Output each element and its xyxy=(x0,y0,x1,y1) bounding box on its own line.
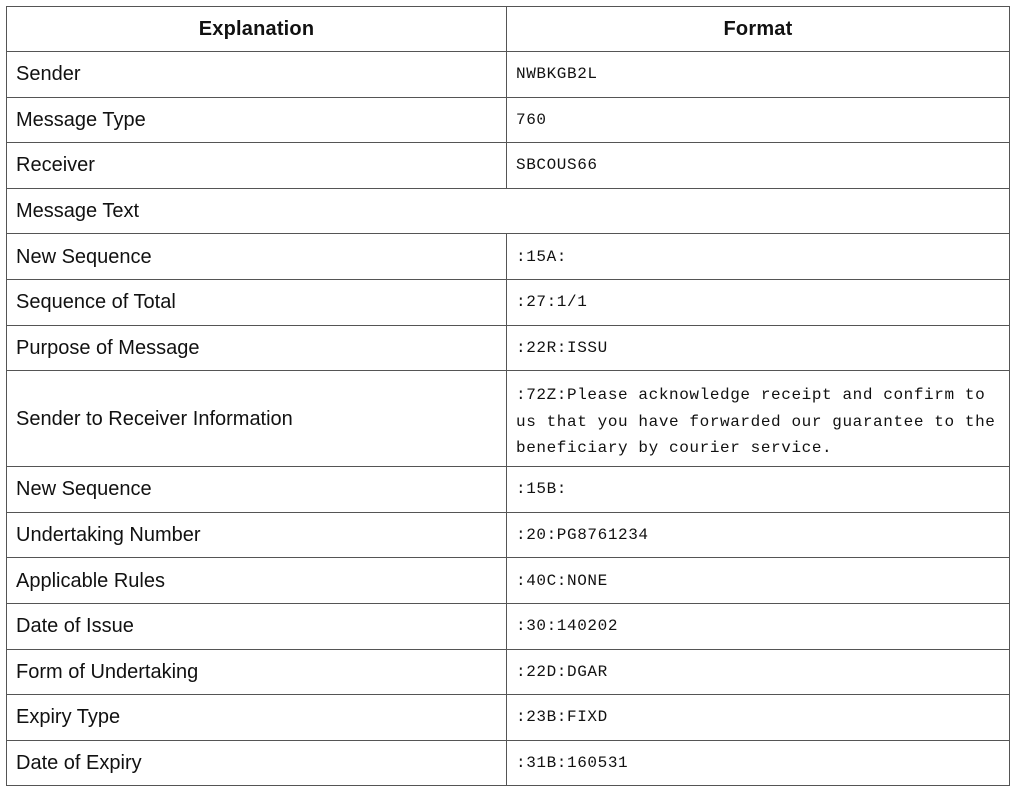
format-cell: NWBKGB2L xyxy=(507,52,1010,98)
explanation-cell: Date of Issue xyxy=(7,603,507,649)
format-cell: SBCOUS66 xyxy=(507,143,1010,189)
explanation-cell: Message Type xyxy=(7,97,507,143)
explanation-cell: New Sequence xyxy=(7,467,507,513)
explanation-cell: Receiver xyxy=(7,143,507,189)
explanation-cell: Sender xyxy=(7,52,507,98)
table-row xyxy=(7,234,1010,280)
table-section-row xyxy=(7,188,1010,234)
table-row xyxy=(7,52,1010,98)
swift-message-table xyxy=(6,6,1010,786)
table-row xyxy=(7,371,1010,467)
explanation-cell: Expiry Type xyxy=(7,695,507,741)
table-row xyxy=(7,649,1010,695)
table-row xyxy=(7,740,1010,786)
format-cell: 760 xyxy=(507,97,1010,143)
format-column-header: Format xyxy=(507,7,1010,52)
format-cell: :40C:NONE xyxy=(507,558,1010,604)
explanation-cell: Sequence of Total xyxy=(7,279,507,325)
format-cell: :22D:DGAR xyxy=(507,649,1010,695)
format-cell: :27:1/1 xyxy=(507,279,1010,325)
explanation-cell: Date of Expiry xyxy=(7,740,507,786)
explanation-cell: Applicable Rules xyxy=(7,558,507,604)
explanation-column-header: Explanation xyxy=(7,7,507,52)
explanation-cell: Sender to Receiver Information xyxy=(7,371,507,467)
table-row xyxy=(7,325,1010,371)
format-cell: :30:140202 xyxy=(507,603,1010,649)
format-cell: :15B: xyxy=(507,467,1010,513)
format-cell: :23B:FIXD xyxy=(507,695,1010,741)
explanation-cell: Undertaking Number xyxy=(7,512,507,558)
explanation-cell: Purpose of Message xyxy=(7,325,507,371)
format-cell: :22R:ISSU xyxy=(507,325,1010,371)
table-row xyxy=(7,603,1010,649)
table-row xyxy=(7,143,1010,189)
table-header-row xyxy=(7,7,1010,52)
section-header-cell: Message Text xyxy=(7,188,1010,234)
table-row xyxy=(7,558,1010,604)
explanation-cell: New Sequence xyxy=(7,234,507,280)
format-cell: :72Z:Please acknowledge receipt and confirm to us that you have forwarded our guarantee to the beneficiary by courier service. xyxy=(507,371,1010,467)
explanation-cell: Form of Undertaking xyxy=(7,649,507,695)
format-cell: :15A: xyxy=(507,234,1010,280)
format-cell: :31B:160531 xyxy=(507,740,1010,786)
table-row xyxy=(7,467,1010,513)
table-row xyxy=(7,695,1010,741)
table-row xyxy=(7,512,1010,558)
table-row xyxy=(7,279,1010,325)
format-cell: :20:PG8761234 xyxy=(507,512,1010,558)
table-row xyxy=(7,97,1010,143)
